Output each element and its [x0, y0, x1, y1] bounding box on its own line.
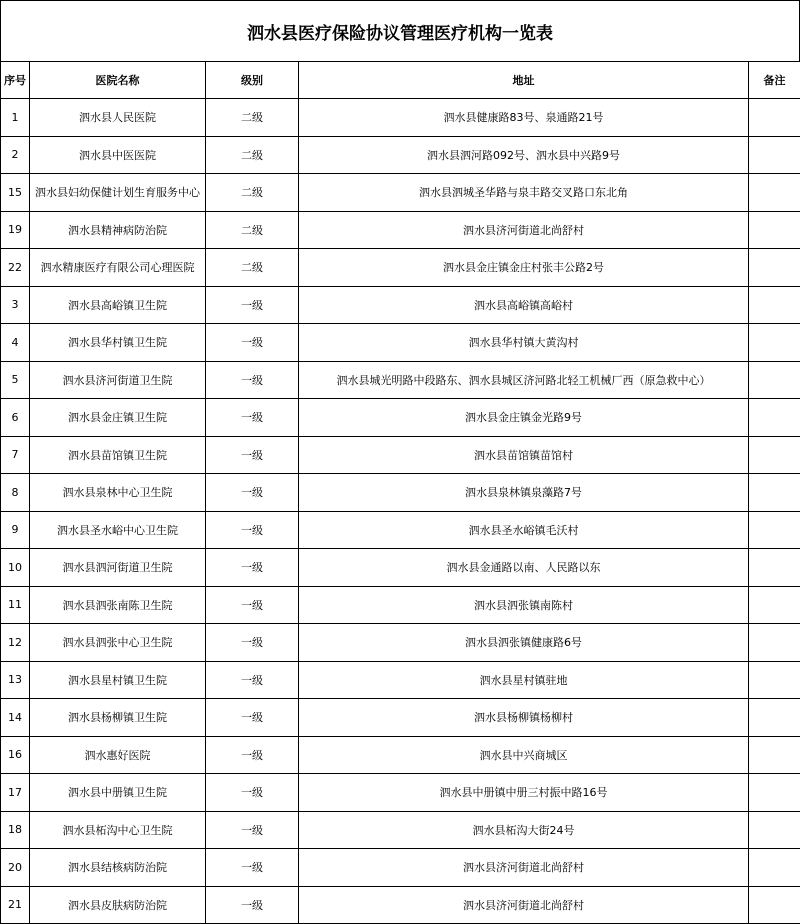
hospital-name: 泗水县中医医院: [30, 136, 206, 174]
hospital-name: 泗水精康医疗有限公司心理医院: [30, 249, 206, 287]
hospital-address: 泗水县中册镇中册三村振中路16号: [299, 774, 749, 812]
hospital-name: 泗水县泗张中心卫生院: [30, 624, 206, 662]
row-note: [749, 286, 800, 324]
hospital-name: 泗水县高峪镇卫生院: [30, 286, 206, 324]
header-level: 级别: [206, 62, 299, 99]
row-note: [749, 324, 800, 362]
row-index: 7: [1, 436, 30, 474]
hospital-address: 泗水县圣水峪镇毛沃村: [299, 511, 749, 549]
hospital-level: 一级: [206, 586, 299, 624]
row-index: 17: [1, 774, 30, 812]
row-index: 3: [1, 286, 30, 324]
table-row: [1, 661, 800, 699]
hospital-level: 一级: [206, 286, 299, 324]
row-note: [749, 624, 800, 662]
hospital-level: 一级: [206, 549, 299, 587]
row-note: [749, 474, 800, 512]
hospital-name: 泗水县精神病防治院: [30, 211, 206, 249]
row-note: [749, 99, 800, 137]
row-index: 20: [1, 849, 30, 887]
hospital-address: 泗水县济河街道北尚舒村: [299, 886, 749, 924]
row-index: 4: [1, 324, 30, 362]
hospital-level: 二级: [206, 136, 299, 174]
hospital-address: 泗水县泗河路092号、泗水县中兴路9号: [299, 136, 749, 174]
hospital-name: 泗水县金庄镇卫生院: [30, 399, 206, 437]
table-row: [1, 624, 800, 662]
row-index: 18: [1, 811, 30, 849]
row-index: 12: [1, 624, 30, 662]
hospital-level: 一级: [206, 436, 299, 474]
row-index: 15: [1, 174, 30, 212]
table-row: [1, 511, 800, 549]
hospital-address: 泗水县高峪镇高峪村: [299, 286, 749, 324]
hospital-address: 泗水县泗城圣华路与泉丰路交叉路口东北角: [299, 174, 749, 212]
hospital-name: 泗水县苗馆镇卫生院: [30, 436, 206, 474]
hospital-address: 泗水县金庄镇金光路9号: [299, 399, 749, 437]
row-note: [749, 511, 800, 549]
row-note: [749, 849, 800, 887]
hospital-address: 泗水县华村镇大黄沟村: [299, 324, 749, 362]
hospital-address: 泗水县杨柳镇杨柳村: [299, 699, 749, 737]
hospital-name: 泗水县柘沟中心卫生院: [30, 811, 206, 849]
hospital-address: 泗水县星村镇驻地: [299, 661, 749, 699]
hospital-address: 泗水县苗馆镇苗馆村: [299, 436, 749, 474]
row-index: 10: [1, 549, 30, 587]
hospital-name: 泗水惠好医院: [30, 736, 206, 774]
table-row: [1, 249, 800, 287]
row-note: [749, 211, 800, 249]
hospital-name: 泗水县泉林中心卫生院: [30, 474, 206, 512]
hospital-address: 泗水县城光明路中段路东、泗水县城区济河路北轻工机械厂西（原急救中心）: [299, 361, 749, 399]
row-note: [749, 436, 800, 474]
table-row: [1, 474, 800, 512]
table-row: [1, 399, 800, 437]
table-row: [1, 774, 800, 812]
hospital-address: 泗水县泗张镇健康路6号: [299, 624, 749, 662]
hospital-level: 一级: [206, 511, 299, 549]
hospital-level: 一级: [206, 699, 299, 737]
row-note: [749, 699, 800, 737]
hospital-name: 泗水县泗河街道卫生院: [30, 549, 206, 587]
hospital-level: 一级: [206, 361, 299, 399]
hospital-name: 泗水县圣水峪中心卫生院: [30, 511, 206, 549]
row-index: 21: [1, 886, 30, 924]
hospital-address: 泗水县济河街道北尚舒村: [299, 849, 749, 887]
table-row: [1, 211, 800, 249]
row-note: [749, 586, 800, 624]
hospital-name: 泗水县济河街道卫生院: [30, 361, 206, 399]
table-row: [1, 324, 800, 362]
hospital-name: 泗水县皮肤病防治院: [30, 886, 206, 924]
hospital-name: 泗水县妇幼保健计划生育服务中心: [30, 174, 206, 212]
row-index: 14: [1, 699, 30, 737]
row-index: 22: [1, 249, 30, 287]
row-note: [749, 886, 800, 924]
hospital-address: 泗水县健康路83号、泉通路21号: [299, 99, 749, 137]
row-index: 6: [1, 399, 30, 437]
row-note: [749, 661, 800, 699]
row-index: 1: [1, 99, 30, 137]
hospital-level: 一级: [206, 774, 299, 812]
hospital-level: 二级: [206, 249, 299, 287]
hospital-name: 泗水县杨柳镇卫生院: [30, 699, 206, 737]
row-note: [749, 736, 800, 774]
row-index: 8: [1, 474, 30, 512]
hospital-name: 泗水县泗张南陈卫生院: [30, 586, 206, 624]
hospital-name: 泗水县华村镇卫生院: [30, 324, 206, 362]
row-note: [749, 361, 800, 399]
hospital-level: 一级: [206, 849, 299, 887]
table-row: [1, 436, 800, 474]
hospital-address: 泗水县泗张镇南陈村: [299, 586, 749, 624]
header-note: 备注: [749, 62, 800, 99]
row-index: 16: [1, 736, 30, 774]
row-index: 11: [1, 586, 30, 624]
hospital-name: 泗水县人民医院: [30, 99, 206, 137]
hospital-level: 一级: [206, 811, 299, 849]
row-index: 2: [1, 136, 30, 174]
header-row: [1, 62, 800, 99]
row-note: [749, 399, 800, 437]
institution-table: [0, 61, 800, 924]
row-index: 19: [1, 211, 30, 249]
table-row: [1, 174, 800, 212]
hospital-level: 一级: [206, 624, 299, 662]
table-row: [1, 586, 800, 624]
table-row: [1, 286, 800, 324]
table-row: [1, 811, 800, 849]
header-index: 序号: [1, 62, 30, 99]
table-title: 泗水县医疗保险协议管理医疗机构一览表: [0, 0, 800, 61]
hospital-address: 泗水县泉林镇泉藻路7号: [299, 474, 749, 512]
table-row: [1, 886, 800, 924]
hospital-name: 泗水县中册镇卫生院: [30, 774, 206, 812]
row-note: [749, 136, 800, 174]
table-row: [1, 736, 800, 774]
hospital-level: 二级: [206, 211, 299, 249]
row-note: [749, 249, 800, 287]
hospital-level: 二级: [206, 99, 299, 137]
header-address: 地址: [299, 62, 749, 99]
hospital-level: 一级: [206, 886, 299, 924]
hospital-address: 泗水县金通路以南、人民路以东: [299, 549, 749, 587]
hospital-level: 二级: [206, 174, 299, 212]
row-note: [749, 174, 800, 212]
header-hospital-name: 医院名称: [30, 62, 206, 99]
table-row: [1, 549, 800, 587]
hospital-address: 泗水县济河街道北尚舒村: [299, 211, 749, 249]
hospital-level: 一级: [206, 661, 299, 699]
hospital-name: 泗水县星村镇卫生院: [30, 661, 206, 699]
row-note: [749, 811, 800, 849]
hospital-level: 一级: [206, 474, 299, 512]
hospital-name: 泗水县结核病防治院: [30, 849, 206, 887]
table-row: [1, 361, 800, 399]
hospital-address: 泗水县金庄镇金庄村张丰公路2号: [299, 249, 749, 287]
row-note: [749, 549, 800, 587]
row-index: 9: [1, 511, 30, 549]
hospital-address: 泗水县柘沟大街24号: [299, 811, 749, 849]
table-row: [1, 136, 800, 174]
row-note: [749, 774, 800, 812]
table-row: [1, 699, 800, 737]
hospital-address: 泗水县中兴商城区: [299, 736, 749, 774]
hospital-level: 一级: [206, 399, 299, 437]
table-row: [1, 849, 800, 887]
hospital-level: 一级: [206, 324, 299, 362]
row-index: 5: [1, 361, 30, 399]
hospital-level: 一级: [206, 736, 299, 774]
row-index: 13: [1, 661, 30, 699]
table-row: [1, 99, 800, 137]
